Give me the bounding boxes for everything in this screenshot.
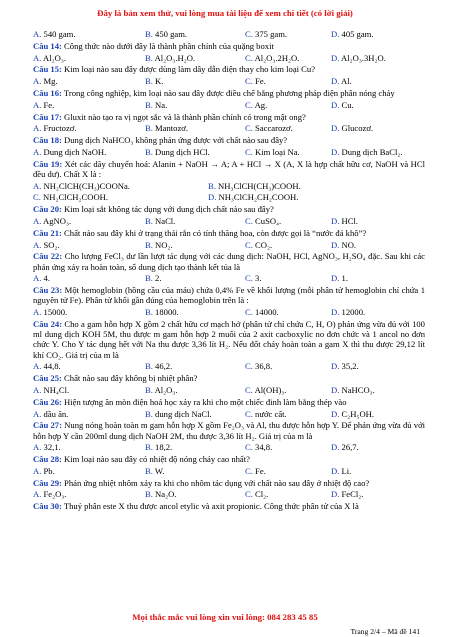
question-number: Câu 22: (33, 251, 63, 262)
option-label: D. (331, 408, 340, 419)
option-text: nước cất. (255, 408, 287, 419)
option-text: 4. (43, 273, 50, 284)
option-label: D. (331, 29, 340, 39)
option-label: A. (33, 123, 42, 134)
option-text: Kim loại Na. (255, 146, 300, 157)
option-label: D. (331, 307, 340, 318)
question-text: Kim loại nào sau đây có nhiệt độ nóng chảy cao nhất? (64, 454, 250, 465)
page-footer: Trang 2/4 – Mã đề 141 (350, 627, 420, 636)
answer-option (33, 385, 69, 395)
option-label: D. (331, 76, 340, 87)
question-number: Câu 23: (33, 285, 63, 296)
answer-option (33, 123, 76, 133)
option-text: NaHCO₃. (341, 384, 375, 395)
answer-option (331, 123, 373, 133)
question-text: Một hemoglobin (hồng cầu của máu) chứa 0,4% Fe về khối lượng (mỗi phân tử hemoglobin chỉ chứa 1 nguyên tử Fe). Phân tử khối gần đúng của hemoglobin trên là : (33, 285, 425, 306)
option-label: C. (245, 307, 253, 318)
answer-options (33, 489, 425, 499)
answer-option (245, 361, 272, 371)
option-label: B. (208, 180, 216, 191)
option-text: 12000. (341, 307, 366, 318)
option-text: SO₂. (43, 239, 60, 250)
option-text: HCl. (341, 216, 358, 227)
question-number: Câu 21: (33, 227, 62, 238)
question-number: Câu 30: (33, 501, 62, 512)
question-number: Câu 20: (33, 204, 62, 215)
option-text: K. (155, 76, 164, 87)
answer-option (33, 53, 66, 63)
option-label: A. (33, 216, 42, 227)
question (33, 373, 425, 383)
option-text: W. (154, 465, 165, 476)
answer-option (331, 489, 363, 499)
question-number: Câu 16: (33, 87, 62, 98)
answer-option (145, 76, 163, 86)
answer-option (145, 147, 210, 157)
answer-option (331, 53, 386, 63)
option-label: D. (331, 99, 340, 110)
option-text: 18000. (155, 307, 179, 318)
answer-option (145, 29, 187, 39)
answer-option (145, 123, 188, 133)
question-number: Câu 26: (33, 396, 62, 407)
option-text: CuSO₄. (255, 216, 282, 227)
option-label: B. (145, 216, 153, 227)
answer-option (245, 385, 286, 395)
option-text: Cl₂. (255, 489, 269, 500)
question-text: Gluxit nào tạo ra vị ngọt sắc và là thành phần chính có trong mật ong? (64, 111, 306, 122)
answer-option (33, 29, 76, 39)
option-text: Pb. (43, 465, 55, 476)
option-text: 35,2. (341, 361, 359, 372)
option-text: Ag. (254, 99, 268, 110)
option-label: B. (145, 76, 153, 87)
option-text: 36,8. (255, 361, 273, 372)
option-label: C. (245, 123, 253, 134)
answer-option (33, 181, 130, 191)
question-text: Phản ứng nhiệt nhôm xảy ra khi cho nhôm tác dụng với chất nào sau đây ở nhiệt độ cao? (64, 477, 370, 488)
answer-option (245, 123, 293, 133)
option-text: 375 gam. (255, 29, 288, 39)
answer-option (33, 466, 55, 476)
answer-option (33, 361, 61, 371)
question-number: Câu 28: (33, 454, 62, 465)
option-label: A. (33, 361, 42, 372)
option-text: Na. (155, 99, 168, 110)
option-label: D. (331, 216, 340, 227)
option-text: 1. (341, 273, 348, 284)
question-number: Câu 18: (33, 135, 62, 146)
answer-option (145, 100, 167, 110)
answer-option (245, 307, 279, 317)
question-number: Câu 14: (33, 40, 62, 51)
answer-option (245, 466, 266, 476)
option-label: B. (145, 442, 153, 453)
question-number: Câu 27: (33, 420, 62, 431)
answer-option (33, 442, 61, 452)
answer-option (33, 100, 54, 110)
answer-option (331, 216, 358, 226)
answer-option (145, 489, 176, 499)
option-text: Glucozơ. (341, 123, 374, 134)
option-label: C. (245, 99, 253, 110)
option-label: B. (145, 384, 153, 395)
option-text: Saccarozơ. (255, 123, 293, 134)
option-text: Li. (341, 465, 352, 476)
option-text: 15000. (43, 307, 68, 318)
question (33, 454, 425, 464)
question-text: Xét các dãy chuyển hoá: Alanin + NaOH → A; A + HCl → X (A, X là hợp chất hữu cơ, NaOH và HCl đều dư). Chất X là : (33, 158, 425, 179)
answer-option (331, 466, 351, 476)
question (33, 135, 425, 145)
option-label: C. (245, 273, 253, 284)
question (33, 228, 425, 238)
answer-option (145, 216, 175, 226)
question-text: Chất nào sau đây không bị nhiệt phân? (64, 373, 198, 384)
question-number: Câu 29: (33, 477, 62, 488)
option-label: A. (33, 408, 42, 419)
option-text: 450 gam. (155, 29, 188, 39)
answer-option (33, 216, 71, 226)
option-text: NH₃ClCH₂CH₂COOH. (218, 192, 299, 203)
option-label: B. (145, 465, 153, 476)
option-text: 46,2. (155, 361, 173, 372)
question-text: Công thức nào dưới đây là thành phần chính của quặng boxit (64, 40, 274, 51)
option-label: A. (33, 99, 42, 110)
answer-option (33, 307, 67, 317)
option-label: B. (145, 489, 153, 500)
answer-option (331, 409, 374, 419)
option-text: 44,8. (43, 361, 61, 372)
question (33, 501, 425, 511)
question (33, 397, 425, 407)
question-text: Thuỷ phân este X thu được ancol etylic và axit propionic. Công thức phân tử của X là (63, 501, 359, 512)
question-number: Câu 24: (33, 318, 63, 329)
answer-option (331, 273, 348, 283)
option-label: B. (145, 408, 153, 419)
option-label: A. (33, 180, 42, 191)
option-text: NH₃ClCH(CH₃)COOH. (218, 180, 301, 191)
option-text: 540 gam. (43, 29, 76, 39)
answer-option (33, 192, 108, 202)
answer-option (145, 466, 164, 476)
answer-option (33, 76, 58, 86)
answer-option (33, 240, 60, 250)
answer-options (33, 53, 425, 63)
option-text: C₂H₅OH. (341, 408, 375, 419)
answer-option (145, 442, 172, 452)
answer-option (145, 409, 212, 419)
option-label: A. (33, 52, 42, 63)
option-label: B. (145, 273, 153, 284)
option-label: C. (33, 192, 41, 203)
question-text: Kim loại nào sau đây được dùng làm dây dẫn điện thay cho kim loại Cu? (64, 64, 316, 75)
option-label: D. (331, 489, 340, 500)
answer-option (33, 147, 106, 157)
option-text: Fe₂O₃. (43, 489, 67, 500)
answer-option (145, 53, 195, 63)
option-label: B. (145, 99, 153, 110)
option-label: A. (33, 307, 42, 318)
answer-option (245, 216, 281, 226)
answer-options (33, 29, 425, 39)
answer-option (245, 442, 272, 452)
question-text: Nung nóng hoàn toàn m gam hỗn hợp X gồm Fe₂O₃ và Al, thu được hỗn hợp Y. Để phản ứng vừa đủ với hỗn hợp Y cần 200ml dung dịch NaOH 2M, thu được 3,36 lít H₂. Giá trị của m là (33, 420, 426, 441)
option-label: D. (331, 123, 340, 134)
question-text: Kim loại sắt không tác dụng với dung dịch chất nào sau đây? (64, 204, 274, 215)
option-text: FeCl₂. (341, 489, 364, 500)
option-label: C. (245, 146, 253, 157)
question (33, 420, 425, 440)
answer-option (245, 76, 266, 86)
answer-option (245, 489, 268, 499)
option-text: Dung dịch NaOH. (43, 146, 107, 157)
question-number: Câu 19: (33, 158, 63, 169)
option-label: C. (245, 465, 253, 476)
option-label: A. (33, 273, 42, 284)
answer-option (245, 53, 299, 63)
question (33, 251, 425, 271)
option-text: NaCl. (155, 216, 176, 227)
answer-options (33, 147, 425, 157)
option-label: B. (145, 361, 153, 372)
option-text: Al₂O₃.3H₂O. (341, 52, 386, 63)
answer-option (331, 76, 352, 86)
answer-option (331, 100, 354, 110)
question-text: Trong công nghiệp, kim loại nào sau đây được điều chế bằng phương pháp điện phân nóng chảy (63, 87, 395, 98)
option-label: D. (331, 465, 340, 476)
answer-option (145, 385, 178, 395)
option-text: Fe. (255, 76, 266, 87)
question-text: Hiện tượng ăn mòn điện hoá học xảy ra khi cho một chiếc đinh làm bằng thép vào (64, 396, 347, 407)
answer-option (208, 192, 298, 202)
answer-option (245, 100, 267, 110)
answer-option (145, 307, 179, 317)
option-text: 18,2. (155, 442, 173, 453)
option-text: CO₂. (255, 239, 273, 250)
answer-options (33, 192, 425, 202)
answer-options (33, 123, 425, 133)
option-text: Na₂O. (155, 489, 177, 500)
option-text: Al₂O₃. (43, 52, 66, 63)
answer-option (331, 29, 374, 39)
answer-option (245, 273, 262, 283)
answer-option (33, 489, 66, 499)
answer-option (331, 240, 356, 250)
option-label: C. (245, 489, 253, 500)
answer-options (33, 240, 425, 250)
question (33, 478, 425, 488)
option-label: A. (33, 442, 42, 453)
option-text: Al. (341, 76, 352, 87)
answer-option (245, 240, 272, 250)
question-text: Chất nào sau đây khi ở trạng thái rắn có tính thăng hoa, còn được gọi là “nước đá khô”? (64, 227, 367, 238)
option-label: D. (331, 384, 340, 395)
option-label: A. (33, 76, 42, 87)
option-label: D. (331, 52, 340, 63)
option-text: 26,7. (341, 442, 359, 453)
option-label: A. (33, 465, 42, 476)
option-label: A. (33, 29, 42, 39)
answer-option (245, 147, 300, 157)
option-label: C. (245, 76, 253, 87)
question (33, 112, 425, 122)
option-text: Mantozơ. (155, 123, 188, 134)
option-label: B. (145, 307, 153, 318)
option-text: dung dịch NaCl. (155, 408, 212, 419)
answer-options (33, 273, 425, 283)
question (33, 88, 425, 98)
option-text: Dung dịch BaCl₂. (341, 146, 403, 157)
option-label: C. (245, 52, 253, 63)
option-text: Al₂O₃. (154, 384, 178, 395)
answer-options (33, 385, 425, 395)
option-label: D. (331, 442, 340, 453)
contact-banner: Mọi thắc mắc vui lòng xin vui lòng: 084 283 45 85 (132, 612, 318, 622)
answer-option (331, 385, 375, 395)
option-text: 2. (155, 273, 162, 284)
preview-notice-banner: Đây là bản xem thử, vui lòng mua tài liệu để xem chi tiết (có lời giải) (97, 8, 353, 18)
option-text: 3. (255, 273, 262, 284)
option-text: dầu ăn. (43, 408, 69, 419)
answer-option (145, 273, 162, 283)
option-label: C. (245, 361, 253, 372)
option-text: NH₂ClCH₂COOH. (43, 192, 109, 203)
option-label: C. (245, 239, 253, 250)
option-text: AgNO₃. (43, 216, 72, 227)
answer-option (33, 409, 68, 419)
answer-option (331, 307, 365, 317)
answer-option (331, 147, 403, 157)
option-text: NO. (341, 239, 357, 250)
question (33, 64, 425, 74)
answer-option (245, 29, 287, 39)
option-text: 405 gam. (341, 29, 374, 39)
question (33, 319, 425, 360)
answer-options (33, 76, 425, 86)
answer-options (33, 216, 425, 226)
answer-options (33, 409, 425, 419)
option-text: Fructozơ. (43, 123, 77, 134)
option-label: C. (245, 384, 253, 395)
question-text: Cho a gam hỗn hợp X gồm 2 chất hữu cơ mạch hở (phân tử chỉ chứa C, H, O) phản ứng vừa đủ với 100 ml dung dịch KOH 5M, thu được m gam hỗn hợp 2 muối của 2 axit cacboxylic no đơn chức và 1 ancol no đơn chức Y. Cho Y tác dụng hết với Na thu được 3,36 lít H₂. Nếu đốt cháy hoàn toàn a gam X thì thu được 29,12 lít khí CO₂. Giá trị của m là (33, 318, 425, 360)
exam-content (33, 29, 425, 513)
answer-option (145, 361, 172, 371)
answer-option (245, 409, 287, 419)
answer-options (33, 466, 425, 476)
option-label: D. (331, 239, 340, 250)
question-number: Câu 15: (33, 64, 62, 75)
option-label: A. (33, 489, 42, 500)
question (33, 41, 425, 51)
question-number: Câu 25: (33, 373, 62, 384)
option-text: 34,8. (255, 442, 273, 453)
option-label: A. (33, 239, 42, 250)
option-label: A. (33, 146, 42, 157)
option-label: C. (245, 216, 253, 227)
question (33, 159, 425, 179)
option-label: C. (245, 442, 253, 453)
option-label: D. (208, 192, 217, 203)
answer-options (33, 100, 425, 110)
option-text: Mg. (43, 76, 58, 87)
answer-option (208, 181, 301, 191)
option-text: Cu. (341, 99, 354, 110)
option-label: A. (33, 384, 42, 395)
answer-option (331, 442, 359, 452)
option-label: B. (145, 52, 153, 63)
answer-options (33, 442, 425, 452)
option-text: Al₂O₃.2H₂O. (254, 52, 300, 63)
answer-options (33, 307, 425, 317)
answer-options (33, 181, 425, 191)
option-label: C. (245, 29, 253, 39)
option-text: 32,1. (43, 442, 61, 453)
option-label: B. (145, 123, 153, 134)
question (33, 204, 425, 214)
option-text: Fe. (255, 465, 266, 476)
question-text: Dung dịch NaHCO₃ không phản ứng được với chất nào sau đây? (64, 135, 288, 146)
option-label: B. (145, 146, 153, 157)
option-text: Dung dịch HCl. (155, 146, 210, 157)
question (33, 285, 425, 305)
option-text: Fe. (43, 99, 55, 110)
option-label: D. (331, 273, 340, 284)
option-text: 14000. (255, 307, 279, 318)
option-label: D. (331, 146, 340, 157)
option-label: D. (331, 361, 340, 372)
answer-option (33, 273, 50, 283)
option-text: Al₂O₃.H₂O. (154, 52, 196, 63)
option-text: Al(OH)₃. (254, 384, 287, 395)
question-text: Cho lượng FeCl₃ dư lần lượt tác dụng với các dung dịch: NaOH, HCl, AgNO₃, H₂SO₄ đặc. Sau khi các phản ứng xảy ra hoàn toàn, số dung dịch tạo thành kết tủa là (33, 251, 425, 272)
option-label: B. (145, 239, 153, 250)
answer-option (145, 240, 173, 250)
question-number: Câu 17: (33, 111, 62, 122)
option-label: B. (145, 29, 153, 39)
option-label: C. (245, 408, 253, 419)
option-text: NO₂. (155, 239, 173, 250)
answer-options (33, 361, 425, 371)
option-text: NH₂ClCH(CH₃)COONa. (43, 180, 130, 191)
option-text: NH₄Cl. (43, 384, 70, 395)
answer-option (331, 361, 359, 371)
